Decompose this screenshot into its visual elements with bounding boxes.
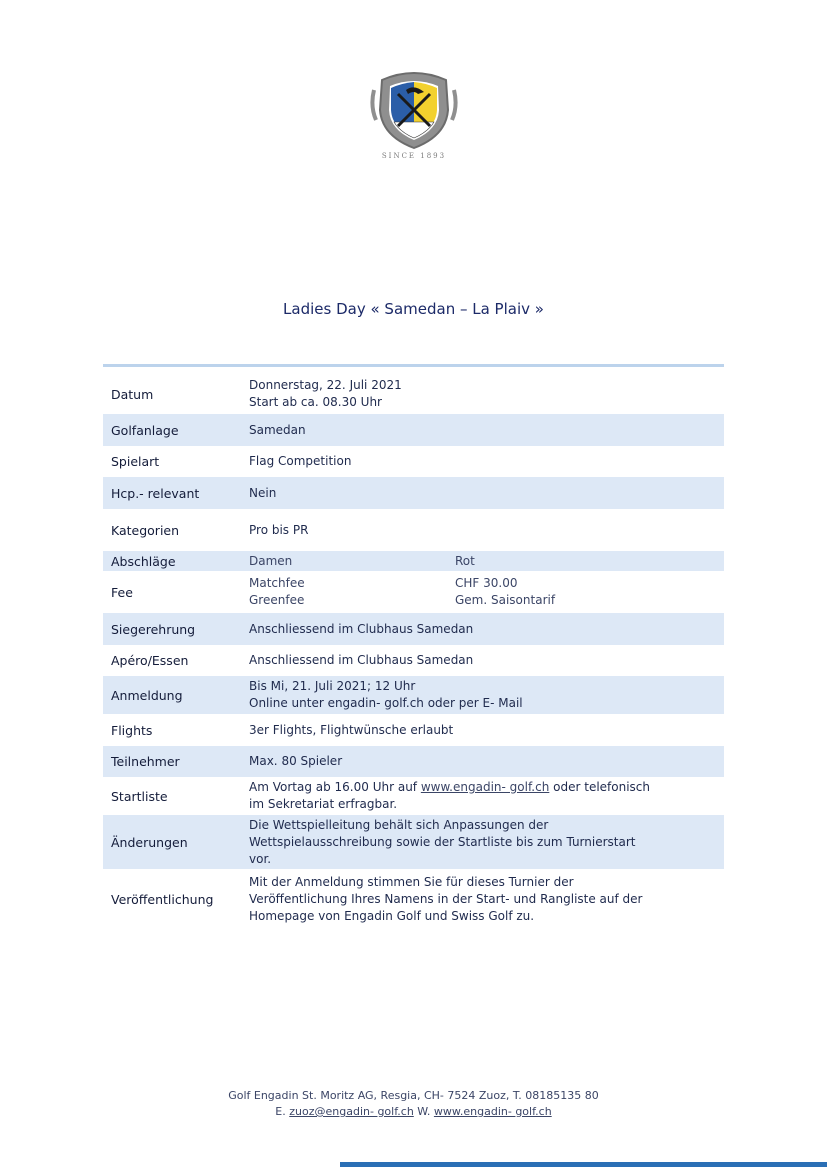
table-row — [103, 613, 724, 645]
row-label: Flights — [111, 722, 153, 738]
value-line: Gem. Saisontarif — [455, 593, 556, 607]
since-label: SINCE 1893 — [381, 152, 447, 160]
row-value: Nein — [241, 477, 724, 509]
value-line: vor. — [249, 851, 272, 866]
row-label: Änderungen — [103, 815, 241, 869]
row-value: Damen — [241, 551, 447, 571]
row-value — [241, 571, 447, 613]
row-label: Startliste — [111, 788, 168, 804]
row-value: 3er Flights, Flightwünsche erlaubt — [249, 722, 454, 737]
table-top-rule — [103, 364, 724, 367]
row-value — [241, 815, 724, 869]
value-line: Online unter engadin- golf.ch oder per E- Mail — [249, 696, 523, 710]
row-label: Siegerehrung — [103, 613, 241, 645]
footer-contact — [0, 1104, 827, 1120]
table-row — [103, 714, 724, 746]
row-value: Anschliessend im Clubhaus Samedan — [241, 613, 724, 645]
table-row — [103, 777, 724, 815]
email-link[interactable]: zuoz@engadin- golf.ch — [289, 1105, 414, 1118]
table-row — [103, 477, 724, 509]
row-value — [241, 374, 724, 414]
row-label: Hcp.- relevant — [103, 477, 241, 509]
row-label: Abschläge — [103, 551, 241, 571]
page-title: Ladies Day « Samedan – La Plaiv » — [283, 300, 544, 318]
row-label: Veröffentlichung — [111, 891, 214, 907]
row-value-secondary: Rot — [447, 551, 724, 571]
crest-icon — [368, 70, 460, 152]
table-row — [103, 551, 724, 571]
row-value-secondary — [447, 571, 724, 613]
footer-website-link[interactable]: www.engadin- golf.ch — [433, 1105, 552, 1118]
table-row — [103, 446, 724, 477]
table-row — [103, 815, 724, 869]
row-label: Kategorien — [111, 522, 180, 538]
row-label: Fee — [111, 584, 133, 600]
value-line: Homepage von Engadin Golf und Swiss Golf zu. — [249, 908, 535, 923]
table-row — [103, 374, 724, 414]
value-line: Greenfee — [249, 593, 305, 607]
value-line: Mit der Anmeldung stimmen Sie für dieses Turnier der — [249, 874, 574, 889]
row-value: Samedan — [241, 414, 724, 446]
value-line: Die Wettspielleitung behält sich Anpassungen der — [249, 817, 549, 832]
bottom-accent-bar — [340, 1162, 827, 1167]
value-line: im Sekretariat erfragbar. — [249, 797, 398, 811]
website-link[interactable]: www.engadin- golf.ch — [420, 780, 550, 794]
table-row — [103, 746, 724, 777]
club-logo — [368, 70, 460, 175]
row-label: Anmeldung — [103, 676, 241, 714]
table-row — [103, 676, 724, 714]
row-label: Golfanlage — [103, 414, 241, 446]
row-label: Apéro/Essen — [111, 653, 189, 668]
value-line — [249, 779, 724, 796]
value-line: Veröffentlichung Ihres Namens in der Start- und Rangliste auf der — [249, 891, 643, 906]
row-value: Anschliessend im Clubhaus Samedan — [249, 653, 474, 667]
web-prefix: W. — [413, 1105, 434, 1118]
row-value — [241, 676, 724, 714]
email-prefix: E. — [275, 1105, 290, 1118]
row-value: Max. 80 Spieler — [241, 746, 724, 777]
startliste-text: Am Vortag ab 16.00 Uhr auf — [249, 780, 421, 794]
table-row — [103, 869, 724, 929]
footer-address: Golf Engadin St. Moritz AG, Resgia, CH- 7524 Zuoz, T. 08185135 80 — [228, 1089, 599, 1102]
value-line: Donnerstag, 22. Juli 2021 — [249, 378, 402, 392]
row-value: Pro bis PR — [249, 522, 309, 537]
event-info-table — [103, 374, 724, 929]
value-line: Wettspielausschreibung sowie der Startliste bis zum Turnierstart — [249, 834, 636, 849]
footer — [0, 1088, 827, 1120]
value-line: Matchfee — [249, 576, 305, 590]
row-label: Spielart — [111, 454, 160, 469]
table-row — [103, 645, 724, 676]
value-line: Bis Mi, 21. Juli 2021; 12 Uhr — [249, 679, 416, 693]
row-value: Flag Competition — [249, 454, 352, 468]
startliste-text-end: oder telefonisch — [549, 780, 650, 794]
row-label: Teilnehmer — [103, 746, 241, 777]
value-line: CHF 30.00 — [455, 576, 518, 590]
table-row — [103, 571, 724, 613]
value-line: Start ab ca. 08.30 Uhr — [249, 395, 382, 409]
row-value — [241, 869, 724, 929]
table-row — [103, 509, 724, 551]
table-row — [103, 414, 724, 446]
row-label: Datum — [111, 386, 154, 402]
row-value — [241, 777, 724, 815]
